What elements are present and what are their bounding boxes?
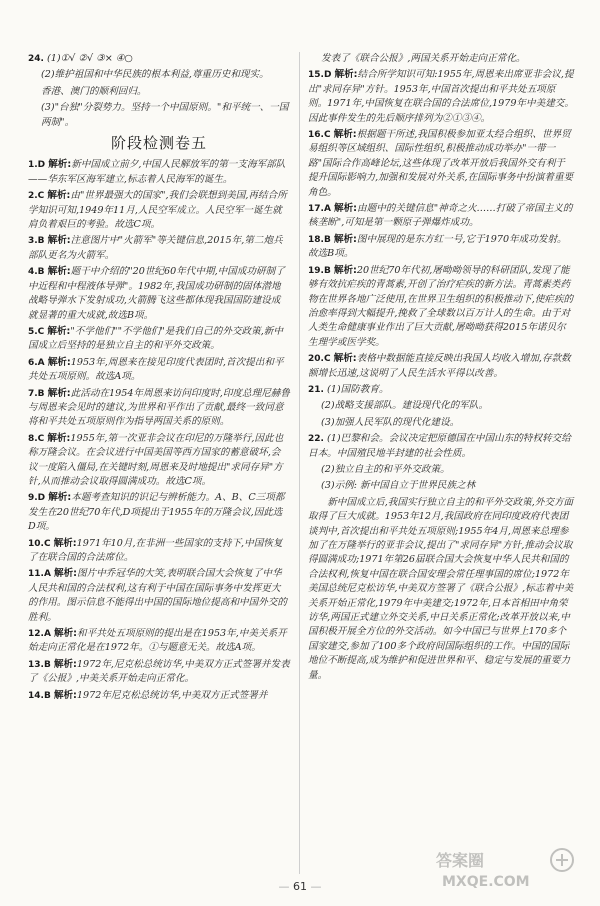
section-title: 阶段检测卷五 [110, 134, 207, 153]
analysis-label: 解析: [47, 356, 71, 368]
analysis-label: 解析: [334, 69, 358, 81]
answer-item [28, 101, 290, 130]
footer-dash-left: — [278, 880, 293, 893]
answer-item [28, 52, 290, 66]
analysis-label: 解析: [47, 325, 71, 337]
answer-text: (2)维护祖国和中华民族的根本利益,尊重历史和现实。 [41, 69, 269, 81]
answer-text: 由"世界最强大的国家",我们会联想到美国,再结合所学知识可知,1949年11月,人民空军成立。人民空军一诞生就肩负着艰巨的考验。故选C项。 [28, 190, 287, 231]
answer-text: 1972年,尼克松总统访华,中美双方正式签署并发表了《公报》,中美关系开始走向正常化。 [28, 658, 290, 685]
analysis-label: 解析: [333, 233, 357, 245]
answer-item [28, 432, 290, 490]
answer-item [308, 479, 574, 493]
answer-text: 此活动在1954年周恩来访问印度时,印度总理尼赫鲁与周恩来会见时的建议,为世界和平作出了贡献,最终一致同意将和平共处五项原则作为指导两国关系的原则。 [28, 387, 290, 428]
answer-text: 根据题干所述,我国积极参加亚太经合组织、世界贸易组织等区域组织、国际性组织,积极推动成功举办"一带一路"国际合作高峰论坛,这些体现了改革开放后我国外交有利于提升国际影响力,加强和发展对外关系,在国际事务中扮演着重要角色。 [308, 129, 574, 198]
answer-item [28, 689, 290, 703]
question-number: 13.B [28, 659, 51, 670]
left-column [28, 52, 290, 705]
analysis-label: 解析: [48, 159, 72, 171]
answer-text: 1971年10月,在非洲一些国家的支持下,中国恢复了在联合国的合法席位。 [28, 537, 283, 563]
right-answer-list [308, 52, 574, 494]
answer-item [28, 158, 290, 187]
answer-item [28, 85, 290, 99]
question-number: 16.C [308, 130, 331, 141]
question-number: 5.C [28, 326, 45, 337]
question-number: 24. [28, 54, 44, 64]
question-number: 19.B [308, 265, 331, 276]
question-number: 3.B [28, 236, 45, 247]
answer-text: 表格中数据能直接反映出我国人均收入增加,存款数额增长迅速,这说明了人民生活水平得以改善。 [308, 353, 571, 379]
answer-text: 1953年,周恩来在接见印度代表团时,首次提出和平共处五项原则。故选A项。 [28, 356, 284, 383]
question-number: 4.B [28, 267, 45, 278]
answer-text: 题干中介绍的"20世纪60年代中期,中国成功研制了中近程和中程液体导弹"。1982年,我国成功研制的固体潜地战略导弹水下发射成功,火箭腾飞这些都体现我国国防建设成就显著的重大成就,故选B项。 [28, 266, 285, 321]
question-number: 21. [308, 384, 324, 395]
answer-item [28, 356, 290, 385]
answer-item [308, 264, 574, 350]
analysis-label: 解析: [53, 689, 77, 701]
answer-text: (3)加强人民军队的现代化建设。 [321, 416, 460, 428]
answer-item [28, 68, 290, 82]
question-number: 6.A [28, 357, 45, 368]
question-number: 11.A [28, 569, 51, 580]
analysis-label: 解析: [53, 537, 77, 549]
question-number: 22. [308, 434, 324, 445]
answer-item [28, 491, 290, 534]
answer-text: 20世纪70年代初,屠呦呦领导的科研团队,发现了能够有效抗疟疾的青蒿素,开创了治疗疟疾的新方法。青蒿素类药物在世界各地广泛使用,在世界卫生组织的积极推动下,使疟疾的治愈率得到大幅提升,挽救了全球数以百万计人的生命。由于对人类生命健康事业作出了巨大贡献,屠呦呦获得2015年诺贝尔生理学或医学奖。 [308, 264, 574, 348]
question-number: 9.D [28, 493, 46, 504]
answer-text: (2)独立自主的和平外交政策。 [321, 463, 450, 475]
answer-item [28, 325, 290, 354]
analysis-label: 解析: [48, 492, 72, 504]
answer-item [308, 399, 574, 413]
answer-item [28, 658, 290, 687]
answer-text: 和平共处五项原则的提出是在1953年,中美关系开始走向正常化是在1972年。①与题意无关。故选A项。 [28, 628, 287, 654]
answer-text: 图中展现的是东方红一号,它于1970年成功发射。故选B项。 [308, 233, 567, 260]
answer-item [308, 233, 574, 262]
column-divider [299, 52, 300, 874]
question-number: 15.D [308, 70, 332, 81]
answer-text: 新中国成立前夕,中国人民解放军的第一支海军部队——华东军区海军建立,标志着人民海军的诞生。 [28, 159, 286, 185]
answer-text: 图片中乔冠华的大笑,表明联合国大会恢复了中华人民共和国的合法权利,这有利于中国在国际事务中发挥更大的作用。图示信息不能得出中国的国际地位提高和中国外交的胜利。 [28, 568, 288, 623]
analysis-label: 解析: [333, 264, 357, 276]
answer-item [28, 234, 290, 263]
answer-text: (3)"台独"分裂势力。坚持一个中国原则。"和平统一、一国两制"。 [41, 102, 289, 128]
footer-dash-right: — [310, 880, 322, 893]
analysis-label: 解析: [47, 432, 71, 444]
answer-item [28, 265, 290, 323]
answer-text: 本题考查知识的识记与辨析能力。A、B、C三项都发生在20世纪70年代,D项提出于1955年的万隆会议,因此选D项。 [28, 492, 285, 533]
question-number: 17.A [308, 204, 331, 215]
answer-item [28, 387, 290, 430]
svg-text:答案圈: 答案圈 [436, 851, 485, 870]
answer-text: 香港、澳门的顺利回归。 [41, 85, 147, 97]
answer-item [308, 432, 574, 461]
question-number: 10.C [28, 538, 51, 549]
answer-text: (3)示例: 新中国自立于世界民族之林 [321, 480, 476, 492]
answer-text: 1972年尼克松总统访华,中美双方正式签署并 [76, 689, 268, 701]
analysis-label: 解析: [47, 190, 71, 202]
answer-text: (1)①√ ②√ ③× ④○ [47, 53, 133, 64]
answer-text: 1955年,第一次亚非会议在印尼的万隆举行,因此也称万隆会议。在会议进行中国美国等西方国家的蓄意破坏,会议一度陷入僵局,在关键时刻,周恩来及时地提出"求同存异"方针,从而推动会议取得圆满成功。故选C项。 [28, 432, 284, 487]
question-number: 8.C [28, 433, 45, 444]
svg-text:MXQE.COM: MXQE.COM [442, 874, 530, 890]
question-number: 18.B [308, 234, 331, 245]
analysis-label: 解析: [53, 628, 78, 640]
q24-answer-block [28, 52, 290, 130]
analysis-label: 解析: [333, 203, 358, 215]
answer-item [308, 68, 574, 126]
answer-item [308, 416, 574, 430]
answer-item [308, 352, 574, 381]
analysis-label: 解析: [47, 266, 71, 278]
watermark-logo [432, 846, 582, 892]
analysis-label: 解析: [333, 353, 357, 365]
answer-text: 注意图片中"火箭军"等关键信息,2015年,第二炮兵部队更名为火箭军。 [28, 235, 283, 261]
answer-text: (2)战略支援部队。建设现代化的军队。 [321, 400, 489, 412]
analysis-label: 解析: [53, 568, 78, 580]
answer-item [28, 189, 290, 232]
answer-text: 结合所学知识可知:1955年,周恩来出席亚非会议,提出"求同存异"方针。1953年,中国首次提出和平共处五项原则。1971年,中国恢复在联合国的合法席位,1979年中美建交。因此事件发生的先后顺序排列为②①③④。 [308, 69, 574, 124]
answer-item [308, 128, 574, 200]
answer-item [308, 52, 574, 66]
analysis-label: 解析: [333, 129, 357, 141]
answer-text: (1)巴黎和会。会议决定把原德国在中国山东的特权转交给日本。中国殖民地半封建的社会性质。 [308, 433, 571, 459]
analysis-label: 解析: [47, 235, 71, 247]
answer-text: 发表了《联合公报》,两国关系开始走向正常化。 [321, 53, 526, 64]
analysis-label: 解析: [53, 658, 77, 670]
question-number: 14.B [28, 690, 51, 701]
answer-item [28, 537, 290, 566]
right-column [308, 52, 574, 685]
question-number: 7.B [28, 388, 45, 399]
answer-text: "不学他们""不学他们"是我们自己的外交政策,新中国成立后坚持的是独立自主的和平外交政策。 [28, 325, 283, 352]
answer-item [308, 383, 574, 397]
answer-text: (1)国防教育。 [327, 383, 389, 395]
question-number: 1.D [28, 160, 46, 171]
essay-paragraph: 新中国成立后,我国实行独立自主的和平外交政策,外交方面取得了巨大成就。1953年12月,我国政府在同印度政府代表团谈判中,首次提出和平共处五项原则;1955年4月,周恩来总理参加了在万隆举行的亚非会议,提出了"求同存异"方针,推动会议取得圆满成功;1971年第26届联合国大会恢复中华人民共和国的合法权利,恢复中国在联合国安理会常任理事国的席位;1972年美国总统尼克松访华,中美双方签署了《联合公报》,标志着中美关系开始正常化,1979年中美建交;1972年,日本首相田中角荣访华,两国正式建立外交关系,中日关系正常化;改革开放以来,中国积极开展全方位的外交活动。如今中国已与世界上170多个国家建交,参加了100多个政府间国际组织的工作。中国的国际地位不断提高,成为维护和促进世界和平、稳定与发展的重要力量。 [308, 496, 574, 681]
question-number: 12.A [28, 629, 51, 640]
answer-item [28, 567, 290, 625]
left-answer-list [28, 158, 290, 703]
answer-item [308, 463, 574, 477]
answer-text: 由题中的关键信息"神奇之火……打破了帝国主义的核垄断",可知是第一颗原子弹爆炸成功。 [308, 203, 573, 229]
answer-item [28, 627, 290, 656]
question-number: 2.C [28, 191, 45, 202]
question-number: 20.C [308, 354, 331, 365]
page-number: 61 [293, 880, 307, 893]
answer-item [308, 202, 574, 231]
analysis-label: 解析: [47, 387, 71, 399]
